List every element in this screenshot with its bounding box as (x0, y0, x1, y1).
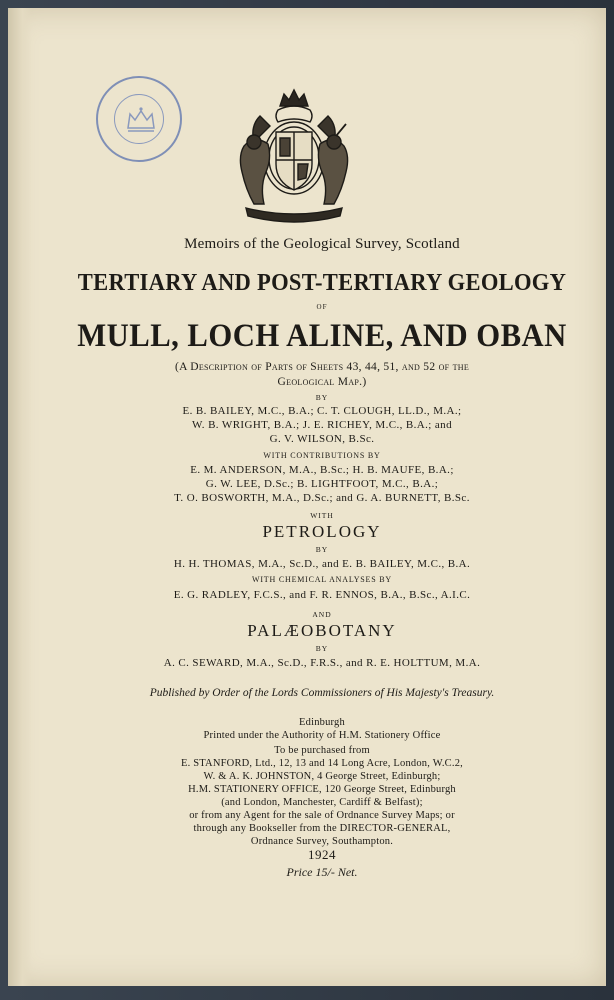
imprint-line-3: To be purchased from (274, 745, 370, 756)
palaeobotany-and-word: AND (312, 610, 332, 619)
palaeobotany-authors: A. C. SEWARD, M.A., Sc.D., F.R.S., and R. E. HOLTTUM, M.A. (163, 657, 481, 669)
petrology-authors: H. H. THOMAS, M.A., Sc.D., and E. B. BAILEY, M.C., B.A. (173, 558, 471, 570)
imprint-line-4: E. STANFORD, Ltd., 12, 13 and 14 Long Acre, London, W.C.2, (180, 758, 463, 769)
petrology-by-word: BY (315, 545, 329, 554)
imprint-line-8: or from any Agent for the sale of Ordnance Survey Maps; or (189, 810, 455, 821)
petrology-heading: PETROLOGY (262, 522, 382, 541)
title-line-2: MULL, LOCH ALINE, AND OBAN (77, 318, 567, 354)
title-of-word: OF (316, 303, 328, 311)
contributions-label: WITH CONTRIBUTIONS BY (263, 451, 381, 460)
library-stamp (96, 76, 182, 162)
title-page (8, 8, 606, 986)
chemical-analyses-label: WITH CHEMICAL ANALYSES BY (251, 575, 392, 584)
publication-year: 1924 (308, 847, 336, 862)
publisher-note: Published by Order of the Lords Commissioners of His Majesty's Treasury. (149, 687, 495, 699)
author-line-3: G. V. WILSON, B.Sc. (269, 433, 375, 445)
royal-coat-of-arms-icon (220, 86, 368, 226)
imprint-line-2: Printed under the Authority of H.M. Stationery Office (203, 730, 441, 741)
authors-by-word: BY (315, 393, 329, 402)
author-line-1: E. B. BAILEY, M.C., B.A.; C. T. CLOUGH, LL.D., M.A.; (182, 405, 462, 417)
imprint-line-6: H.M. STATIONERY OFFICE, 120 George Street, Edinburgh (188, 784, 456, 795)
crown-icon (98, 78, 184, 164)
palaeobotany-by-word: BY (315, 644, 329, 653)
contributor-line-2: G. W. LEE, D.Sc.; B. LIGHTFOOT, M.C., B.A.; (205, 478, 439, 490)
petrology-with-word: WITH (310, 511, 334, 520)
page-spine-shadow (8, 8, 32, 986)
contributor-line-1: E. M. ANDERSON, M.A., B.Sc.; H. B. MAUFE, B.A.; (190, 464, 454, 476)
chemical-analysts: E. G. RADLEY, F.C.S., and F. R. ENNOS, B.A., B.Sc., A.I.C. (173, 589, 471, 601)
series-line: Memoirs of the Geological Survey, Scotland (184, 236, 460, 252)
author-line-2: W. B. WRIGHT, B.A.; J. E. RICHEY, M.C., B.A.; and (192, 419, 452, 431)
price: Price 15/- Net. (286, 865, 358, 879)
description-line-2: Geological Map.) (277, 376, 367, 388)
imprint-line-5: W. & A. K. JOHNSTON, 4 George Street, Edinburgh; (203, 771, 441, 782)
imprint-line-1: Edinburgh (299, 717, 345, 728)
description-line-1: (A Description of Parts of Sheets 43, 44, 51, and 52 of the (174, 361, 470, 373)
title-line-1: TERTIARY AND POST-TERTIARY GEOLOGY (77, 270, 567, 296)
imprint-line-7: (and London, Manchester, Cardiff & Belfast); (221, 797, 423, 808)
imprint-line-9: through any Bookseller from the DIRECTOR-GENERAL, (193, 823, 451, 834)
imprint-line-10: Ordnance Survey, Southampton. (250, 836, 394, 847)
contributor-line-3: T. O. BOSWORTH, M.A., D.Sc.; and G. A. BURNETT, B.Sc. (174, 492, 470, 504)
palaeobotany-heading: PALÆOBOTANY (247, 621, 397, 640)
